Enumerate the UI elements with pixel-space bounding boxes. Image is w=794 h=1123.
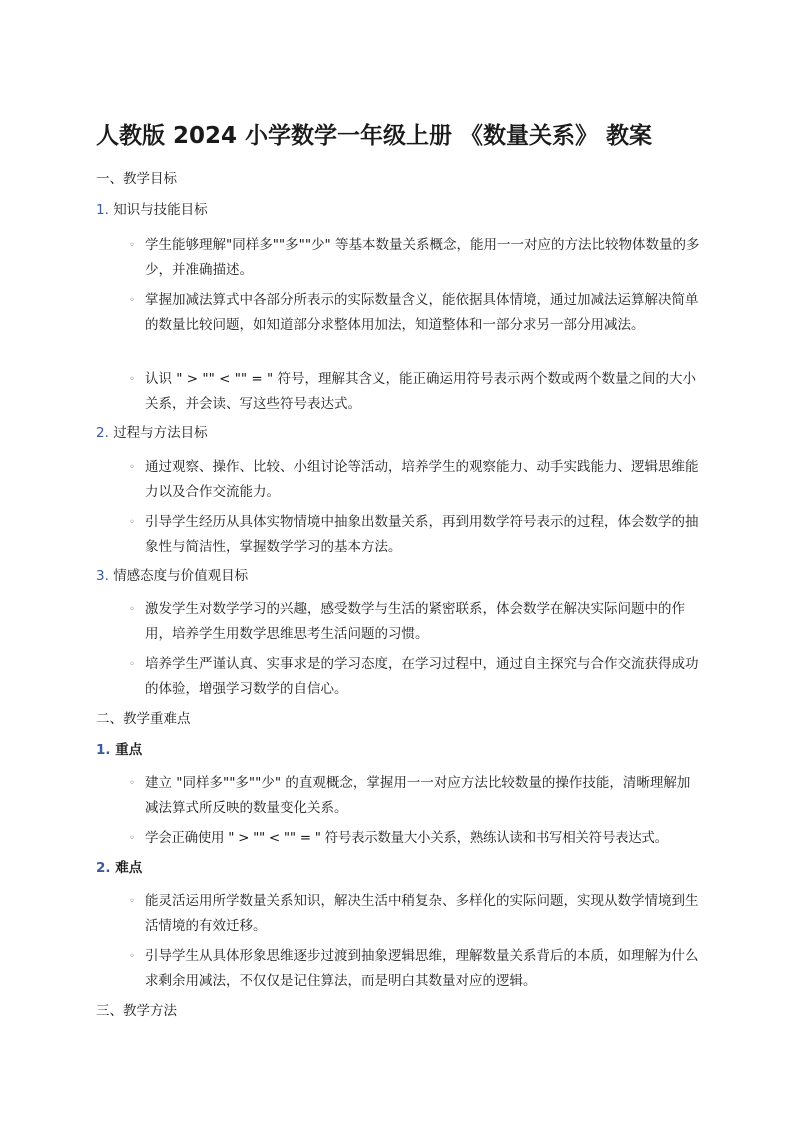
bullet-icon: ◦	[129, 659, 135, 670]
list-item	[122, 597, 702, 647]
list-item	[122, 510, 702, 560]
section-heading-objectives: 一、教学目标	[96, 171, 177, 187]
document-title: 人教版 2024 小学数学一年级上册 《数量关系》 教案	[96, 123, 653, 149]
bullet-icon: ◦	[129, 462, 135, 473]
subsection-number: 1.	[96, 202, 109, 218]
subsection-heading-focus	[96, 740, 142, 760]
subsection-number: 2.	[96, 425, 109, 441]
list-item-text: 引导学生从具体形象思维逐步过渡到抽象逻辑思维，理解数量关系背后的本质，如理解为什么求剩余用减法，不仅仅是记住算法，而是明白其数量对应的逻辑。	[145, 948, 699, 989]
list-item	[122, 889, 702, 939]
subsection-number: 2.	[96, 860, 111, 876]
list-item-text: 认识 " > "" < "" = " 符号，理解其含义，能正确运用符号表示两个数或两个数量之间的大小关系，并会读、写这些符号表达式。	[145, 371, 697, 412]
list-item-text: 通过观察、操作、比较、小组讨论等活动，培养学生的观察能力、动手实践能力、逻辑思维能力以及合作交流能力。	[145, 459, 699, 500]
subsection-number: 3.	[96, 568, 109, 584]
bullet-icon: ◦	[129, 778, 135, 789]
list-item	[122, 652, 702, 702]
list-item	[122, 826, 702, 851]
list-item	[122, 944, 702, 994]
list-item-text: 掌握加减法算式中各部分所表示的实际数量含义，能依据具体情境，通过加减法运算解决简单的数量比较问题，如知道部分求整体用加法，知道整体和一部分求另一部分用减法。	[145, 292, 699, 333]
bullet-icon: ◦	[129, 240, 135, 251]
list-item-text: 引导学生经历从具体实物情境中抽象出数量关系，再到用数学符号表示的过程，体会数学的抽象性与简洁性，掌握数学学习的基本方法。	[145, 514, 699, 555]
subsection-heading-difficulty	[96, 858, 142, 878]
subsection-label: 难点	[115, 860, 143, 876]
subsection-label: 情感态度与价值观目标	[113, 568, 249, 584]
list-item-text: 学会正确使用 " > "" < "" = " 符号表示数量大小关系，熟练认读和书写相关符号表达式。	[145, 830, 668, 846]
list-item-text: 学生能够理解"同样多""多""少" 等基本数量关系概念，能用一一对应的方法比较物体数量的多少，并准确描述。	[145, 237, 700, 278]
bullet-icon: ◦	[129, 833, 135, 844]
list-item	[122, 367, 702, 417]
subsection-number: 1.	[96, 742, 111, 758]
bullet-icon: ◦	[129, 951, 135, 962]
list-item	[122, 771, 702, 821]
bullet-icon: ◦	[129, 604, 135, 615]
list-item-text: 能灵活运用所学数量关系知识，解决生活中稍复杂、多样化的实际问题，实现从数学情境到生活情境的有效迁移。	[145, 893, 699, 934]
bullet-icon: ◦	[129, 896, 135, 907]
list-item-text: 激发学生对数学学习的兴趣，感受数学与生活的紧密联系，体会数学在解决实际问题中的作用，培养学生用数学思维思考生活问题的习惯。	[145, 601, 685, 642]
bullet-icon: ◦	[129, 374, 135, 385]
list-item-text: 建立 "同样多""多""少" 的直观概念，掌握用一一对应方法比较数量的操作技能，清晰理解加减法算式所反映的数量变化关系。	[145, 775, 691, 816]
list-item-text: 培养学生严谨认真、实事求是的学习态度，在学习过程中，通过自主探究与合作交流获得成功的体验，增强学习数学的自信心。	[145, 656, 699, 697]
subsection-label: 重点	[115, 742, 143, 758]
bullet-icon: ◦	[129, 295, 135, 306]
list-item	[122, 455, 702, 505]
list-item	[122, 288, 702, 338]
subsection-label: 过程与方法目标	[113, 425, 208, 441]
subsection-label: 知识与技能目标	[113, 202, 208, 218]
list-item	[122, 233, 702, 283]
subsection-heading-process	[96, 423, 208, 443]
subsection-heading-knowledge	[96, 200, 208, 220]
bullet-icon: ◦	[129, 517, 135, 528]
section-heading-key-points: 二、教学重难点	[96, 711, 191, 727]
subsection-heading-emotion	[96, 566, 248, 586]
section-heading-methods: 三、教学方法	[96, 1003, 177, 1019]
